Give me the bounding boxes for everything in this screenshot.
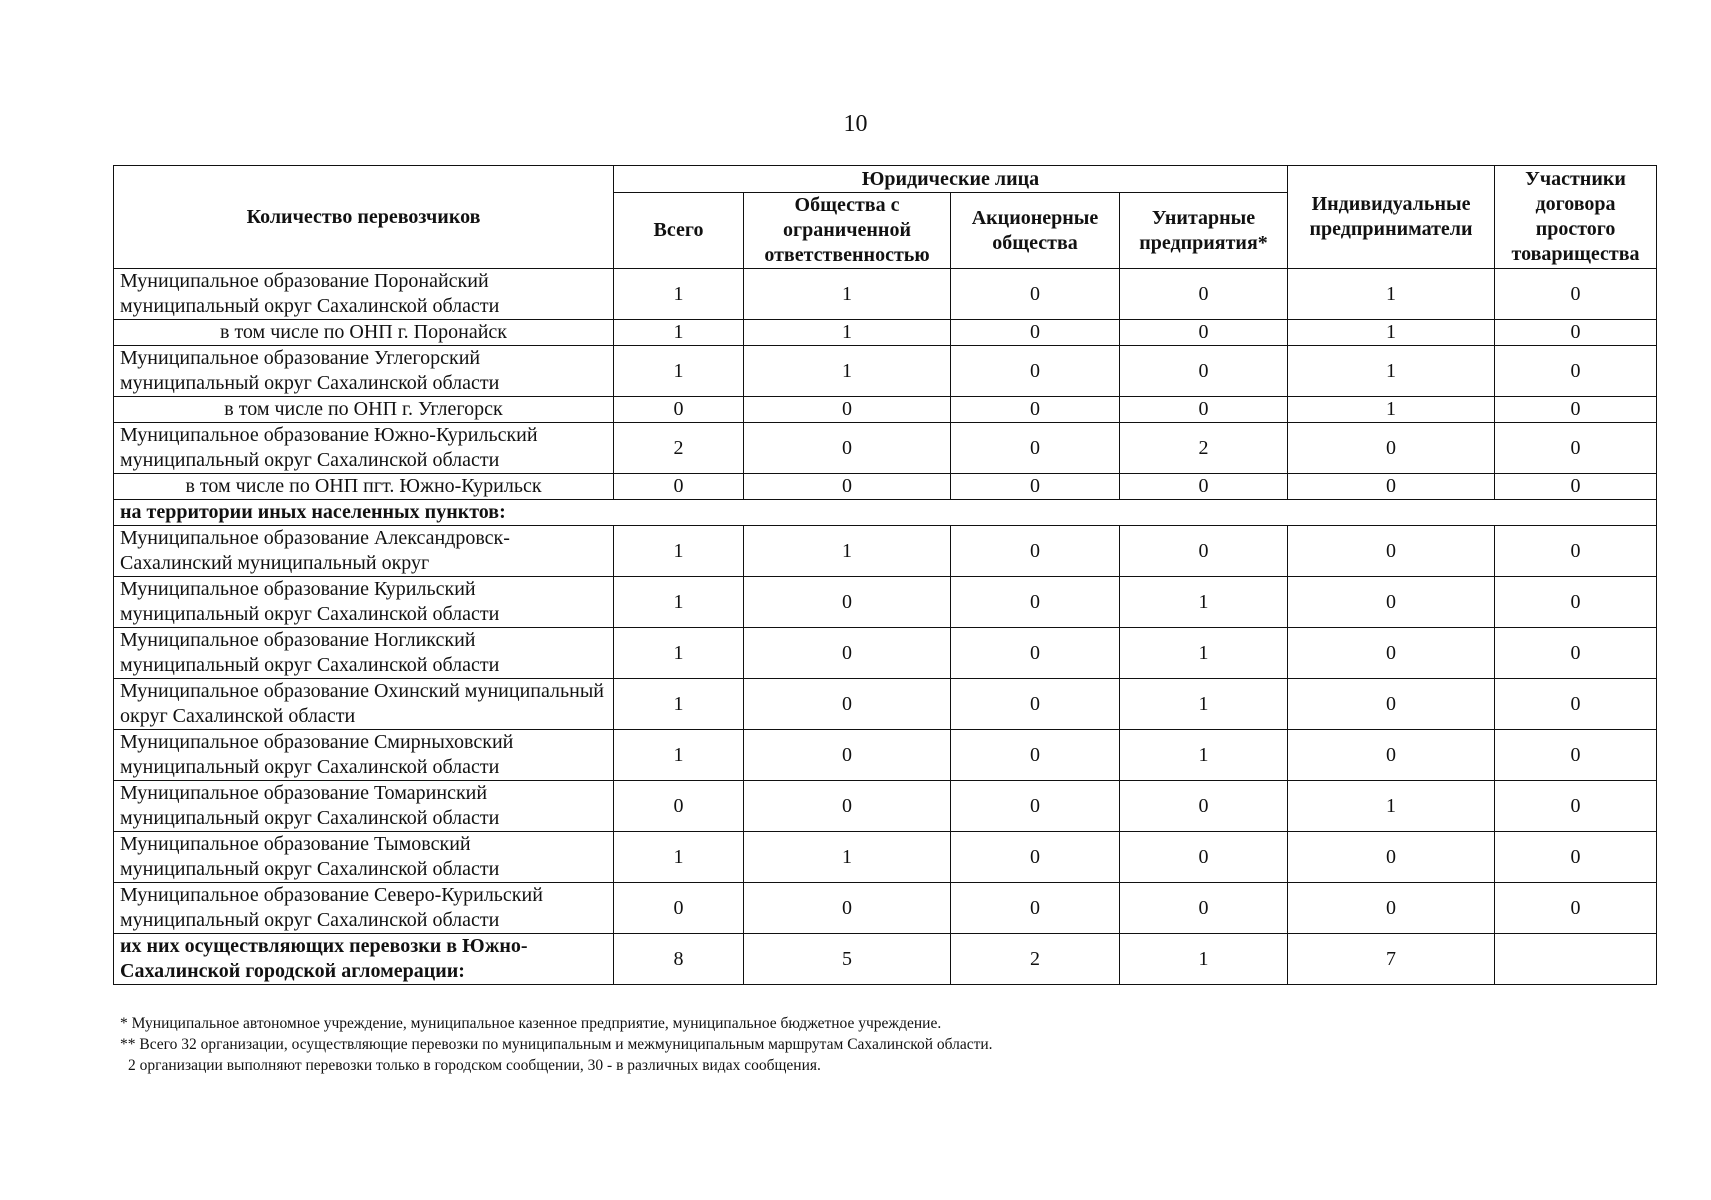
- cell-partnership: 0: [1495, 577, 1657, 628]
- cell-individuals: 1: [1288, 781, 1495, 832]
- cell-individuals: 1: [1288, 269, 1495, 320]
- cell-llc: 1: [744, 269, 951, 320]
- cell-partnership: 0: [1495, 526, 1657, 577]
- row-label: Муниципальное образование Поронайский муниципальный округ Сахалинской области: [114, 269, 614, 320]
- header-unitary: Унитарные предприятия*: [1120, 193, 1288, 269]
- table-row: [114, 474, 1657, 500]
- cell-llc: 0: [744, 577, 951, 628]
- row-label: Муниципальное образование Южно-Курильский муниципальный округ Сахалинской области: [114, 423, 614, 474]
- cell-individuals: 0: [1288, 628, 1495, 679]
- cell-unitary: 0: [1120, 320, 1288, 346]
- cell-partnership: 0: [1495, 397, 1657, 423]
- footnote-2: ** Всего 32 организации, осуществляющие перевозки по муниципальным и межмуниципальным маршрутам Сахалинской области.: [120, 1036, 993, 1053]
- header-label-col: Количество перевозчиков: [114, 166, 614, 269]
- cell-jsc: 0: [951, 346, 1120, 397]
- cell-unitary: 1: [1120, 934, 1288, 985]
- cell-partnership: 0: [1495, 781, 1657, 832]
- cell-total: 1: [614, 320, 744, 346]
- cell-individuals: 0: [1288, 526, 1495, 577]
- table-section-row: [114, 500, 1657, 526]
- cell-llc: 1: [744, 832, 951, 883]
- cell-partnership: 0: [1495, 474, 1657, 500]
- cell-llc: 0: [744, 730, 951, 781]
- row-label: их них осуществляющих перевозки в Южно-Сахалинской городской агломерации:: [114, 934, 614, 985]
- cell-partnership: 0: [1495, 628, 1657, 679]
- row-label: Муниципальное образование Ногликский муниципальный округ Сахалинской области: [114, 628, 614, 679]
- cell-llc: 0: [744, 628, 951, 679]
- carriers-table: [113, 165, 1657, 985]
- header-jsc: Акционерные общества: [951, 193, 1120, 269]
- cell-llc: 0: [744, 423, 951, 474]
- cell-jsc: 0: [951, 269, 1120, 320]
- footnotes: [120, 1013, 1620, 1076]
- cell-partnership: 0: [1495, 320, 1657, 346]
- header-total: Всего: [614, 193, 744, 269]
- cell-llc: 1: [744, 320, 951, 346]
- cell-unitary: 0: [1120, 832, 1288, 883]
- cell-unitary: 0: [1120, 883, 1288, 934]
- cell-total: 1: [614, 679, 744, 730]
- cell-llc: 1: [744, 346, 951, 397]
- cell-partnership: 0: [1495, 883, 1657, 934]
- cell-individuals: 1: [1288, 346, 1495, 397]
- page-number: 10: [843, 111, 868, 137]
- cell-partnership: 0: [1495, 423, 1657, 474]
- cell-individuals: 7: [1288, 934, 1495, 985]
- cell-total: 1: [614, 577, 744, 628]
- cell-jsc: 0: [951, 832, 1120, 883]
- cell-unitary: 0: [1120, 474, 1288, 500]
- cell-jsc: 0: [951, 397, 1120, 423]
- cell-unitary: 0: [1120, 346, 1288, 397]
- cell-unitary: 2: [1120, 423, 1288, 474]
- row-label: Муниципальное образование Томаринский муниципальный округ Сахалинской области: [114, 781, 614, 832]
- cell-unitary: 0: [1120, 397, 1288, 423]
- cell-total: 0: [614, 397, 744, 423]
- cell-individuals: 0: [1288, 474, 1495, 500]
- cell-individuals: 0: [1288, 577, 1495, 628]
- cell-llc: 0: [744, 397, 951, 423]
- table-row: [114, 781, 1657, 832]
- table-row: [114, 320, 1657, 346]
- table-total-row: [114, 934, 1657, 985]
- cell-unitary: 0: [1120, 526, 1288, 577]
- cell-partnership: [1495, 934, 1657, 985]
- cell-llc: 5: [744, 934, 951, 985]
- table-row: [114, 679, 1657, 730]
- header-partnership: Участники договора простого товарищества: [1495, 166, 1657, 269]
- cell-total: 8: [614, 934, 744, 985]
- cell-jsc: 0: [951, 474, 1120, 500]
- row-label: Муниципальное образование Курильский муниципальный округ Сахалинской области: [114, 577, 614, 628]
- cell-total: 1: [614, 269, 744, 320]
- row-label: Муниципальное образование Углегорский муниципальный округ Сахалинской области: [114, 346, 614, 397]
- footnote-3: 2 организации выполняют перевозки только в городском сообщении, 30 - в различных видах сообщения.: [128, 1057, 821, 1074]
- row-label: Муниципальное образование Тымовский муниципальный округ Сахалинской области: [114, 832, 614, 883]
- cell-unitary: 1: [1120, 679, 1288, 730]
- cell-jsc: 0: [951, 730, 1120, 781]
- cell-individuals: 0: [1288, 679, 1495, 730]
- table-row: [114, 526, 1657, 577]
- cell-individuals: 1: [1288, 320, 1495, 346]
- cell-jsc: 0: [951, 577, 1120, 628]
- cell-individuals: 0: [1288, 883, 1495, 934]
- cell-partnership: 0: [1495, 679, 1657, 730]
- cell-partnership: 0: [1495, 346, 1657, 397]
- cell-partnership: 0: [1495, 269, 1657, 320]
- cell-individuals: 1: [1288, 397, 1495, 423]
- cell-partnership: 0: [1495, 832, 1657, 883]
- table-row: [114, 269, 1657, 320]
- cell-total: 1: [614, 832, 744, 883]
- cell-unitary: 1: [1120, 577, 1288, 628]
- cell-jsc: 0: [951, 423, 1120, 474]
- cell-individuals: 0: [1288, 730, 1495, 781]
- footnote-1: * Муниципальное автономное учреждение, муниципальное казенное предприятие, муниципальное бюджетное учреждение.: [120, 1015, 942, 1032]
- cell-total: 1: [614, 628, 744, 679]
- table-row: [114, 397, 1657, 423]
- cell-jsc: 0: [951, 781, 1120, 832]
- cell-llc: 0: [744, 883, 951, 934]
- table-row: [114, 577, 1657, 628]
- cell-total: 1: [614, 730, 744, 781]
- cell-llc: 0: [744, 781, 951, 832]
- row-label: Муниципальное образование Смирныховский муниципальный округ Сахалинской области: [114, 730, 614, 781]
- cell-unitary: 1: [1120, 730, 1288, 781]
- row-label: в том числе по ОНП г. Поронайск: [114, 320, 614, 346]
- header-legal-entities: Юридические лица: [614, 166, 1288, 193]
- cell-individuals: 0: [1288, 423, 1495, 474]
- cell-jsc: 0: [951, 883, 1120, 934]
- cell-total: 1: [614, 526, 744, 577]
- row-label: в том числе по ОНП пгт. Южно-Курильск: [114, 474, 614, 500]
- cell-llc: 1: [744, 526, 951, 577]
- table-row: [114, 832, 1657, 883]
- row-label: Муниципальное образование Александровск-Сахалинский муниципальный округ: [114, 526, 614, 577]
- cell-unitary: 0: [1120, 781, 1288, 832]
- table-row: [114, 423, 1657, 474]
- cell-jsc: 0: [951, 628, 1120, 679]
- cell-jsc: 2: [951, 934, 1120, 985]
- cell-unitary: 0: [1120, 269, 1288, 320]
- row-label: Муниципальное образование Охинский муниципальный округ Сахалинской области: [114, 679, 614, 730]
- cell-individuals: 0: [1288, 832, 1495, 883]
- cell-jsc: 0: [951, 679, 1120, 730]
- cell-partnership: 0: [1495, 730, 1657, 781]
- cell-total: 0: [614, 474, 744, 500]
- cell-jsc: 0: [951, 526, 1120, 577]
- cell-total: 0: [614, 883, 744, 934]
- cell-unitary: 1: [1120, 628, 1288, 679]
- cell-total: 1: [614, 346, 744, 397]
- cell-llc: 0: [744, 679, 951, 730]
- row-label: Муниципальное образование Северо-Курильский муниципальный округ Сахалинской области: [114, 883, 614, 934]
- row-label: в том числе по ОНП г. Углегорск: [114, 397, 614, 423]
- header-individuals: Индивидуальные предприниматели: [1288, 166, 1495, 269]
- section-label: на территории иных населенных пунктов:: [114, 500, 1657, 526]
- table-row: [114, 730, 1657, 781]
- table-row: [114, 883, 1657, 934]
- header-llc: Общества с ограниченной ответственностью: [744, 193, 951, 269]
- table-row: [114, 628, 1657, 679]
- cell-llc: 0: [744, 474, 951, 500]
- cell-jsc: 0: [951, 320, 1120, 346]
- cell-total: 0: [614, 781, 744, 832]
- table-row: [114, 346, 1657, 397]
- cell-total: 2: [614, 423, 744, 474]
